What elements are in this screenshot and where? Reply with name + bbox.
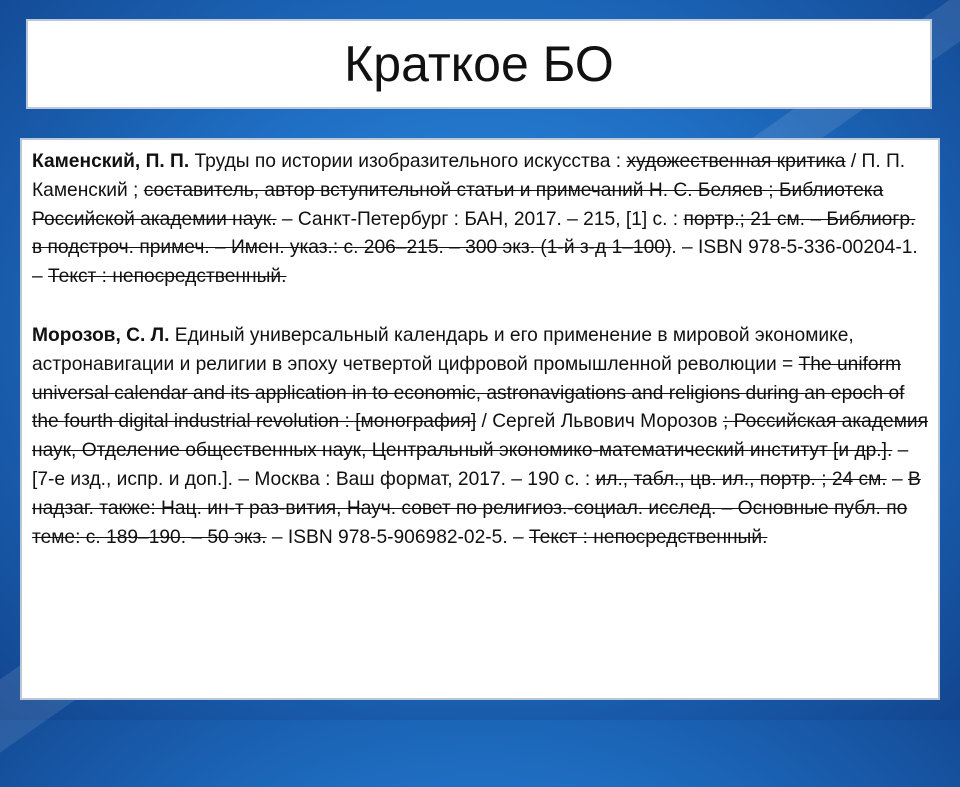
entry-text: . – ISBN 978-5-336-00204-1. – [32,237,918,288]
slide-title: Краткое БО [344,36,614,92]
struck-text: В надзаг. также: Нац. ин-т раз-вития, Науч. совет по религиоз.-социал. исслед. – Основные публ. по теме: с. 189–190. – 50 экз. [32,468,921,548]
struck-text: художественная критика [626,151,846,172]
struck-text: составитель, автор вступительной статьи и примечаний Н. С. Беляев ; Библиотека Российской академии наук. [32,179,884,230]
entry-text: – [886,468,908,490]
bibliographic-entry [32,148,928,292]
entry-text: / П. П. Каменский ; [32,151,906,201]
struck-text: ил., табл., цв. ил., портр. ; 24 см. [595,468,887,490]
entry-text: Труды по истории изобразительного искусства : [189,151,627,172]
struck-text: портр.; 21 см. – Библиогр. в подстроч. примеч. – Имен. указ.: с. 206–215. – 300 экз. (1-й з-д 1–100) [32,208,916,259]
entry-text: – Санкт-Петербург : БАН, 2017. – 215, [1] с. : [276,208,684,230]
struck-text: ; Российская академия наук, Отделение общественных наук, Центральный экономико-математический институт [и др.]. [32,411,928,462]
content-box [20,138,940,700]
bibliographic-entry [32,322,928,552]
struck-text: The uniform universal calendar and its application in to economic, astronavigations and religions during an epoch of the fourth digital industrial revolution : [монография] [32,353,905,433]
entry-text: / Сергей Львович Морозов [476,411,723,433]
entry-text: – ISBN 978-5-906982-02-5. – [266,526,529,548]
entry-author: Морозов, С. Л. [32,324,170,346]
title-box [26,19,932,109]
struck-text: Текст : непосредственный. [48,266,287,288]
struck-text: Текст : непосредственный. [529,526,768,548]
entry-text: Единый универсальный календарь и его применение в мировой экономике, астронавигации и религии в эпоху четвертой цифровой промышленной революции = [32,324,854,375]
entry-text: – [7-е изд., испр. и доп.]. – Москва : Ваш формат, 2017. – 190 с. : [32,440,909,490]
entry-author: Каменский, П. П. [32,151,190,172]
